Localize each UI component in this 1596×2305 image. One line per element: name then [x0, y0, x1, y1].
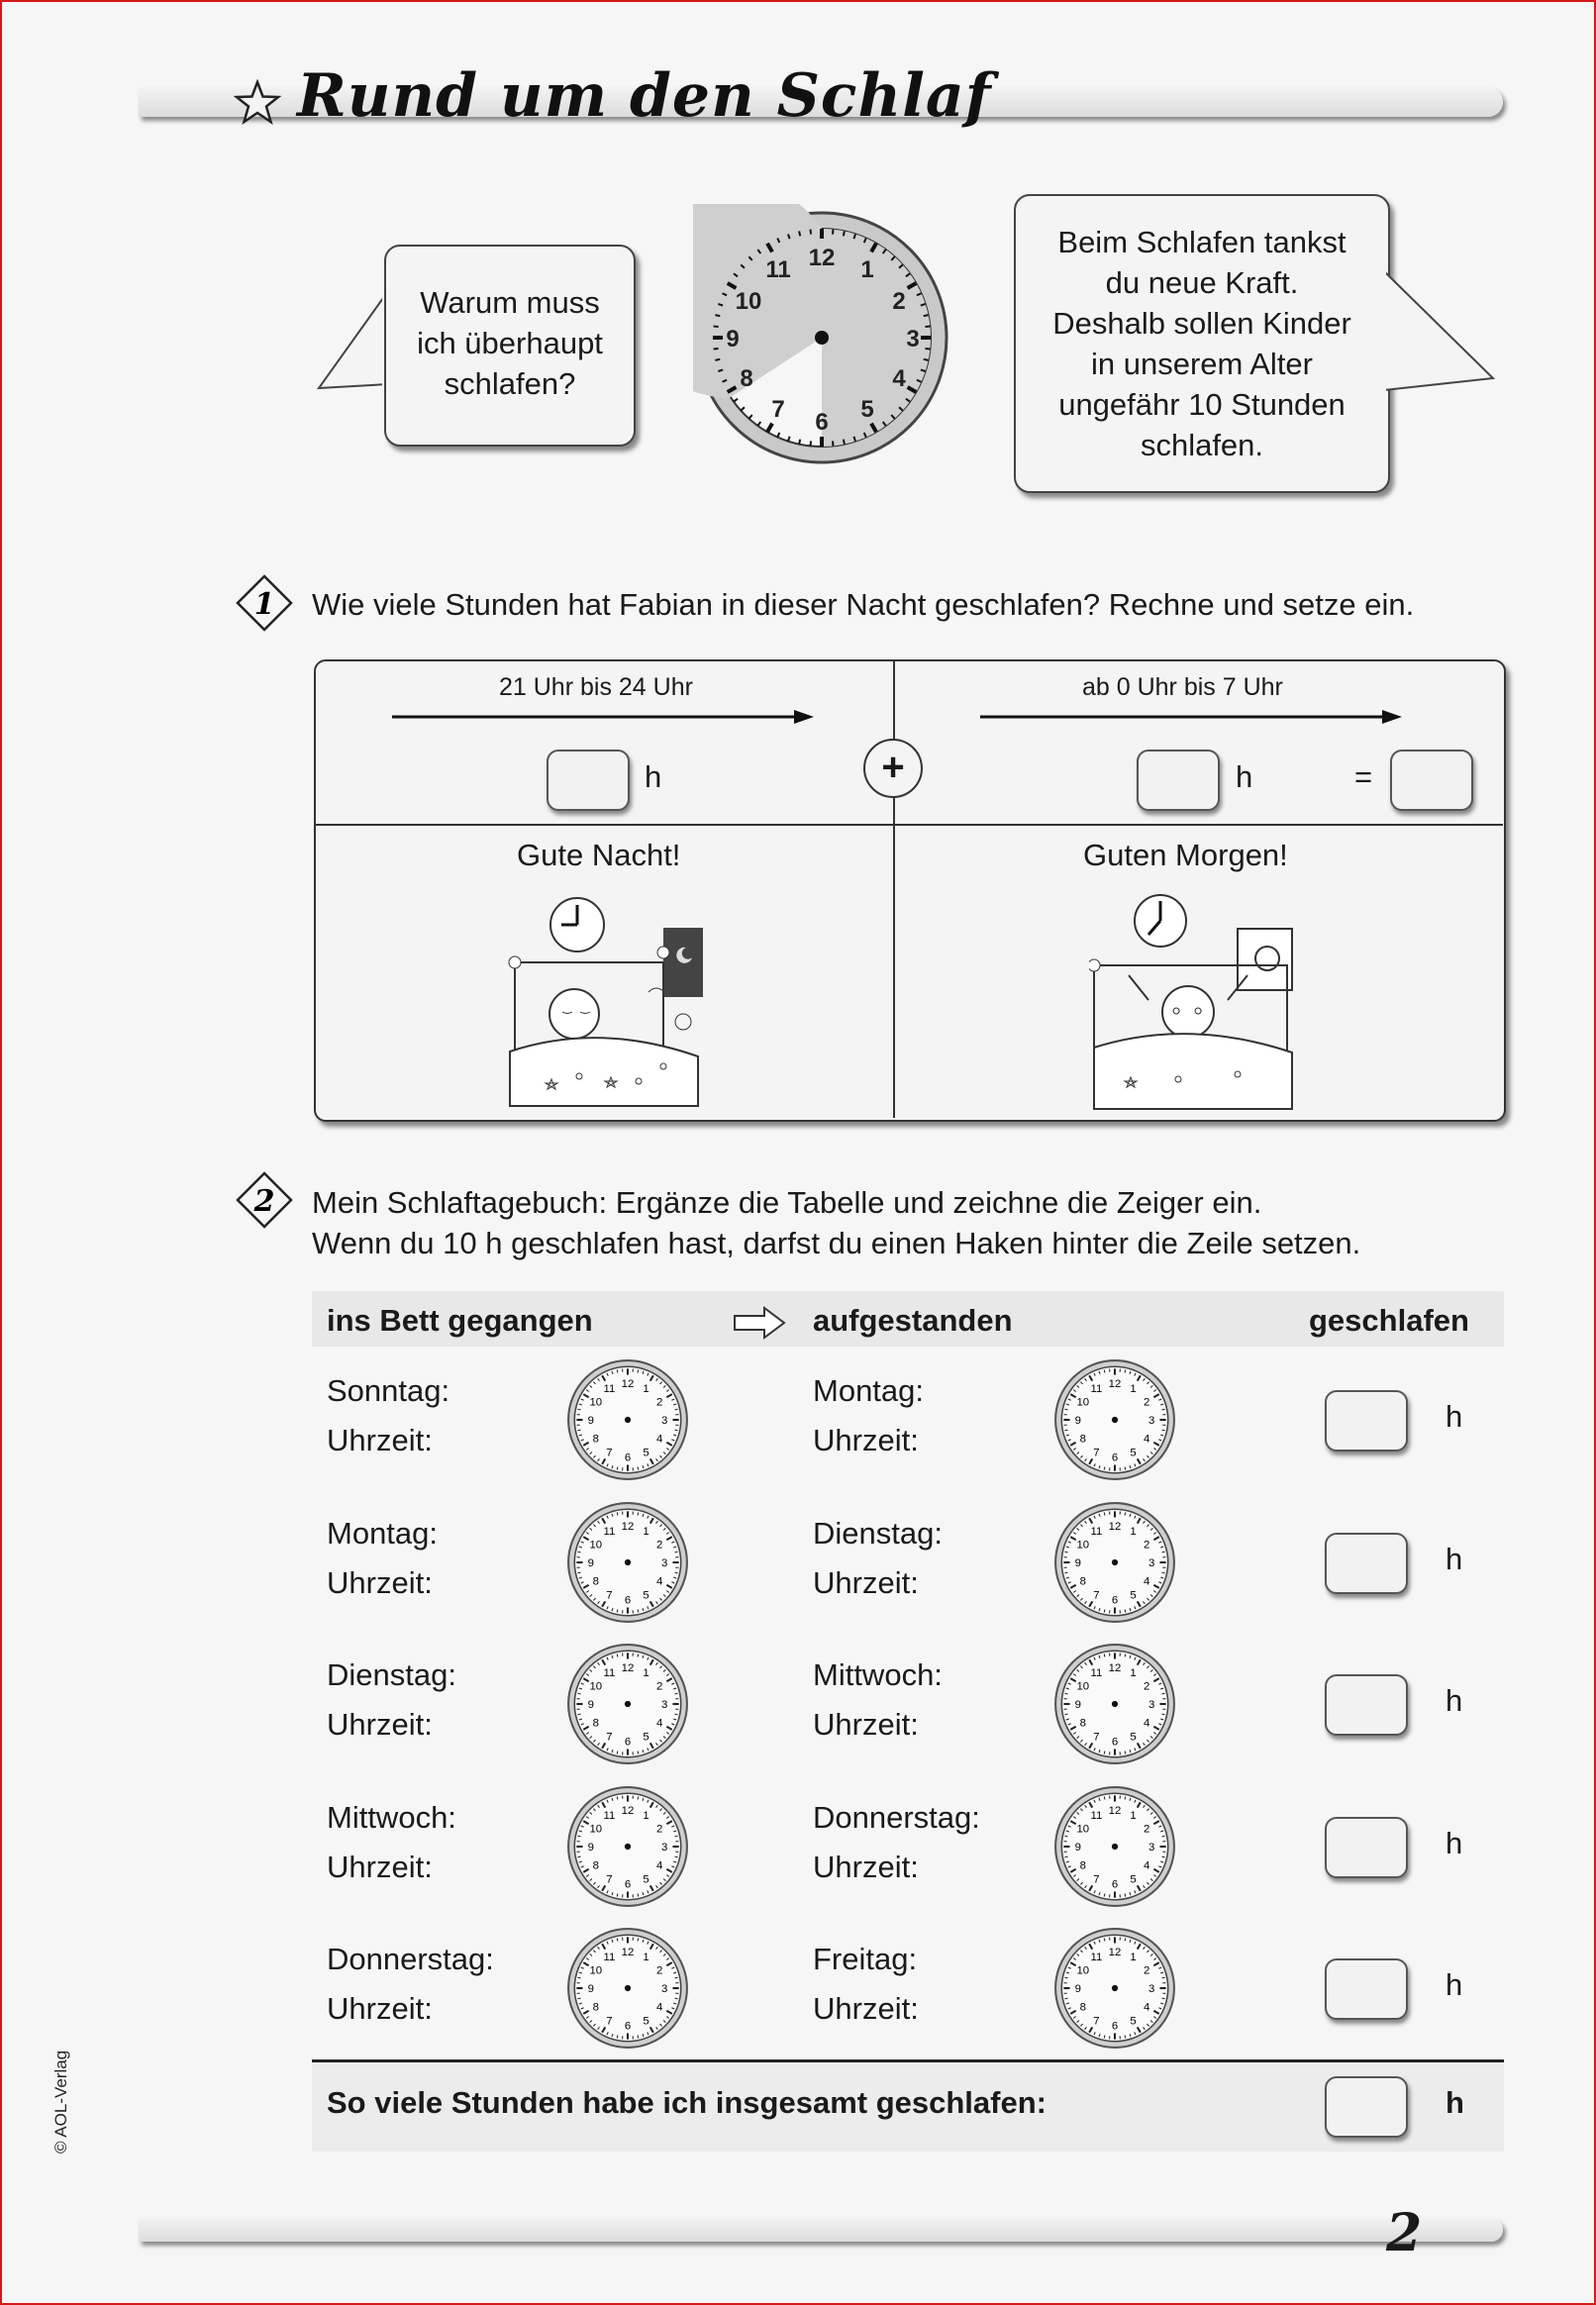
equals-sign: =	[1354, 759, 1373, 794]
svg-text:7: 7	[1093, 1447, 1100, 1459]
bed-time-label: Uhrzeit:	[327, 1423, 433, 1457]
svg-text:5: 5	[1130, 1588, 1137, 1601]
svg-text:6: 6	[624, 1736, 632, 1749]
task-1-divider-horizontal	[315, 824, 1503, 826]
hours-slept-input[interactable]	[1325, 1390, 1408, 1452]
svg-text:4: 4	[1144, 2001, 1150, 2014]
page-title: Rund um den Schlaf	[297, 61, 992, 131]
svg-text:11: 11	[1090, 1666, 1103, 1679]
task-1-badge-icon	[236, 574, 293, 632]
left-range-label: 21 Uhr bis 24 Uhr	[499, 673, 693, 701]
svg-text:1: 1	[643, 1809, 649, 1822]
total-label: So viele Stunden habe ich insgesamt geschlafen:	[327, 2085, 1047, 2120]
svg-text:2: 2	[656, 1823, 663, 1836]
hours-unit: h	[1446, 1825, 1463, 1860]
bed-time-label: Uhrzeit:	[327, 1564, 433, 1600]
svg-text:5: 5	[643, 1731, 649, 1744]
svg-text:7: 7	[1093, 1731, 1100, 1744]
hours-slept-input[interactable]	[1325, 1674, 1408, 1736]
left-arrow-icon	[392, 707, 818, 727]
svg-text:6: 6	[624, 2020, 632, 2033]
svg-text:8: 8	[592, 1859, 599, 1872]
svg-text:2: 2	[656, 1539, 663, 1552]
svg-text:8: 8	[1079, 1859, 1086, 1872]
svg-text:8: 8	[1079, 1575, 1086, 1588]
svg-text:10: 10	[589, 1539, 603, 1552]
svg-text:2: 2	[656, 1680, 663, 1693]
svg-text:8: 8	[740, 365, 753, 392]
task-1-number: 1	[253, 587, 275, 622]
waking-child-illustration	[1089, 891, 1297, 1111]
answer-line-1: Beim Schlafen tankst	[1057, 225, 1347, 259]
svg-text:1: 1	[643, 1666, 649, 1679]
bed-clock[interactable]	[566, 1643, 689, 1765]
up-time-label: Uhrzeit:	[813, 1564, 919, 1600]
svg-text:12: 12	[1108, 1804, 1122, 1817]
svg-text:1: 1	[643, 1382, 649, 1395]
svg-text:12: 12	[621, 1520, 635, 1533]
task-2-instruction-line-2: Wenn du 10 h geschlafen hast, darfst du einen Haken hinter die Zeile setzen.	[312, 1226, 1361, 1260]
star-icon	[234, 79, 281, 125]
total-sleep-input[interactable]	[1325, 2076, 1408, 2138]
total-unit: h	[1446, 2085, 1464, 2120]
svg-text:5: 5	[1130, 1872, 1137, 1885]
up-clock[interactable]	[1053, 1501, 1176, 1624]
svg-text:10: 10	[1076, 1539, 1090, 1552]
header-up: aufgestanden	[813, 1303, 1013, 1338]
svg-text:9: 9	[587, 1841, 594, 1854]
up-clock[interactable]	[1053, 1927, 1176, 2050]
task-1-box	[314, 659, 1506, 1122]
svg-text:10: 10	[1076, 1823, 1090, 1836]
arrow-right-icon	[733, 1306, 786, 1340]
svg-text:9: 9	[1074, 1556, 1081, 1569]
svg-text:9: 9	[1074, 1415, 1081, 1428]
svg-text:9: 9	[587, 1699, 594, 1712]
svg-text:3: 3	[906, 326, 920, 352]
svg-text:3: 3	[1148, 1415, 1155, 1428]
svg-text:3: 3	[1148, 1841, 1155, 1854]
footer-bar	[139, 2218, 1503, 2242]
up-time-label: Uhrzeit:	[813, 1991, 919, 2026]
svg-text:2: 2	[1144, 1680, 1150, 1693]
svg-text:4: 4	[656, 1859, 663, 1872]
svg-text:8: 8	[1079, 1717, 1086, 1730]
svg-text:3: 3	[661, 1983, 668, 1996]
svg-text:1: 1	[1130, 1951, 1137, 1963]
hours-slept-input[interactable]	[1325, 1817, 1408, 1878]
svg-text:2: 2	[1144, 1539, 1150, 1552]
question-line-2: ich überhaupt	[417, 326, 603, 360]
hours-unit: h	[1446, 1541, 1463, 1576]
answer-line-5: ungefähr 10 Stunden	[1058, 387, 1346, 422]
hours-unit: h	[1446, 1967, 1463, 2002]
svg-text:4: 4	[892, 365, 906, 392]
svg-text:4: 4	[656, 1433, 663, 1446]
up-clock[interactable]	[1053, 1643, 1176, 1765]
svg-text:12: 12	[621, 1661, 635, 1674]
svg-text:10: 10	[589, 1396, 603, 1409]
task-1-divider-vertical	[893, 660, 895, 1118]
copyright-text: © AOL-Verlag	[51, 2050, 70, 2154]
up-day-label: Dienstag:	[813, 1515, 943, 1551]
svg-text:12: 12	[621, 1946, 635, 1958]
svg-text:11: 11	[1090, 1382, 1103, 1395]
svg-text:10: 10	[589, 1964, 603, 1977]
answer-line-4: in unserem Alter	[1091, 347, 1313, 381]
svg-text:10: 10	[1076, 1680, 1090, 1693]
svg-text:7: 7	[606, 1872, 613, 1885]
svg-text:12: 12	[1108, 1661, 1122, 1674]
svg-text:3: 3	[1148, 1983, 1155, 1996]
svg-text:8: 8	[592, 2001, 599, 2014]
hours-slept-input[interactable]	[1325, 1533, 1408, 1594]
svg-text:11: 11	[1090, 1951, 1103, 1963]
svg-text:9: 9	[1074, 1841, 1081, 1854]
svg-text:11: 11	[603, 1951, 616, 1963]
svg-text:5: 5	[860, 396, 874, 423]
svg-text:2: 2	[656, 1396, 663, 1409]
svg-text:1: 1	[643, 1951, 649, 1963]
svg-text:5: 5	[643, 1447, 649, 1459]
bed-clock[interactable]	[566, 1358, 689, 1481]
bed-day-label: Dienstag:	[327, 1657, 456, 1692]
svg-text:4: 4	[656, 1575, 663, 1588]
up-day-label: Donnerstag:	[813, 1799, 980, 1835]
hours-unit: h	[1446, 1399, 1463, 1434]
svg-text:5: 5	[1130, 1447, 1137, 1459]
left-unit: h	[645, 759, 662, 794]
svg-text:4: 4	[1144, 1575, 1150, 1588]
svg-text:4: 4	[1144, 1433, 1150, 1446]
svg-text:4: 4	[1144, 1717, 1150, 1730]
svg-text:1: 1	[1130, 1382, 1137, 1395]
up-day-label: Mittwoch:	[813, 1657, 943, 1692]
svg-text:1: 1	[1130, 1525, 1137, 1538]
svg-text:5: 5	[1130, 2015, 1137, 2028]
svg-text:1: 1	[1130, 1666, 1137, 1679]
bed-time-label: Uhrzeit:	[327, 1707, 433, 1742]
svg-text:6: 6	[624, 1877, 632, 1890]
svg-text:7: 7	[606, 1588, 613, 1601]
sleep-clock-illustration	[693, 204, 950, 471]
header-bed: ins Bett gegangen	[327, 1303, 593, 1338]
svg-text:10: 10	[589, 1823, 603, 1836]
svg-text:7: 7	[606, 1447, 613, 1459]
svg-text:8: 8	[1079, 2001, 1086, 2014]
svg-text:11: 11	[1090, 1809, 1103, 1822]
svg-text:7: 7	[1093, 1872, 1100, 1885]
svg-text:6: 6	[1111, 1736, 1119, 1749]
bed-day-label: Sonntag:	[327, 1373, 450, 1408]
right-unit: h	[1236, 759, 1253, 794]
task-2-instruction-line-1: Mein Schlaftagebuch: Ergänze die Tabelle und zeichne die Zeiger ein.	[312, 1185, 1262, 1220]
svg-text:12: 12	[808, 245, 836, 271]
good-night-caption: Gute Nacht!	[517, 838, 681, 872]
answer-line-3: Deshalb sollen Kinder	[1052, 306, 1351, 341]
svg-text:8: 8	[592, 1717, 599, 1730]
good-morning-caption: Guten Morgen!	[1083, 838, 1288, 872]
right-range-label: ab 0 Uhr bis 7 Uhr	[1082, 673, 1283, 701]
question-line-3: schlafen?	[444, 366, 576, 401]
svg-text:9: 9	[587, 1983, 594, 1996]
svg-text:1: 1	[643, 1525, 649, 1538]
bed-day-label: Donnerstag:	[327, 1942, 494, 1976]
svg-text:8: 8	[592, 1575, 599, 1588]
total-hours-input[interactable]	[1390, 750, 1473, 811]
bubble-tail-right	[1382, 267, 1497, 396]
svg-text:5: 5	[643, 2015, 649, 2028]
svg-text:11: 11	[603, 1809, 616, 1822]
page-number: 2	[1386, 2203, 1423, 2263]
svg-text:5: 5	[1130, 1731, 1137, 1744]
sleeping-child-illustration	[500, 893, 708, 1111]
task-1-instruction: Wie viele Stunden hat Fabian in dieser Nacht geschlafen? Rechne und setze ein.	[312, 587, 1415, 622]
up-clock[interactable]	[1053, 1785, 1176, 1908]
svg-text:9: 9	[587, 1556, 594, 1569]
bed-clock[interactable]	[566, 1785, 689, 1908]
svg-text:10: 10	[735, 288, 762, 315]
svg-text:11: 11	[765, 256, 791, 283]
bed-day-label: Montag:	[327, 1515, 439, 1551]
svg-text:9: 9	[1074, 1699, 1081, 1712]
svg-text:12: 12	[621, 1377, 635, 1390]
svg-text:8: 8	[592, 1433, 599, 1446]
svg-text:4: 4	[656, 1717, 663, 1730]
svg-text:7: 7	[1093, 2015, 1100, 2028]
up-clock[interactable]	[1053, 1358, 1176, 1481]
svg-text:12: 12	[1108, 1520, 1122, 1533]
svg-text:2: 2	[1144, 1823, 1150, 1836]
svg-text:1: 1	[860, 256, 874, 283]
svg-text:5: 5	[643, 1872, 649, 1885]
svg-text:11: 11	[603, 1525, 616, 1538]
svg-text:10: 10	[1076, 1964, 1090, 1977]
bed-clock[interactable]	[566, 1927, 689, 2050]
svg-text:6: 6	[1111, 1593, 1119, 1606]
svg-text:9: 9	[726, 326, 740, 352]
up-time-label: Uhrzeit:	[813, 1423, 919, 1457]
svg-text:2: 2	[892, 288, 906, 315]
question-line-1: Warum muss	[420, 285, 600, 320]
svg-text:2: 2	[656, 1964, 663, 1977]
hours-unit: h	[1446, 1683, 1463, 1718]
svg-text:9: 9	[587, 1415, 594, 1428]
up-time-label: Uhrzeit:	[813, 1707, 919, 1742]
svg-text:2: 2	[1144, 1396, 1150, 1409]
answer-line-2: du neue Kraft.	[1105, 265, 1299, 300]
svg-text:3: 3	[661, 1699, 668, 1712]
svg-text:12: 12	[1108, 1377, 1122, 1390]
bed-clock[interactable]	[566, 1501, 689, 1624]
svg-text:4: 4	[1144, 1859, 1150, 1872]
svg-text:11: 11	[1090, 1525, 1103, 1538]
task-2-number: 2	[253, 1184, 275, 1219]
up-day-label: Freitag:	[813, 1942, 918, 1976]
plus-sign: +	[863, 739, 923, 798]
svg-text:1: 1	[1130, 1809, 1137, 1822]
svg-text:12: 12	[1108, 1946, 1122, 1958]
svg-text:6: 6	[624, 1593, 632, 1606]
svg-text:9: 9	[1074, 1983, 1081, 1996]
svg-text:6: 6	[1111, 1877, 1119, 1890]
svg-text:7: 7	[1093, 1588, 1100, 1601]
svg-text:6: 6	[815, 409, 829, 436]
svg-text:3: 3	[661, 1841, 668, 1854]
svg-text:10: 10	[1076, 1396, 1090, 1409]
svg-text:3: 3	[1148, 1699, 1155, 1712]
answer-bubble	[1014, 194, 1390, 493]
bed-day-label: Mittwoch:	[327, 1799, 456, 1835]
right-arrow-icon	[980, 707, 1406, 727]
header-slept: geschlafen	[1309, 1303, 1469, 1338]
svg-text:11: 11	[603, 1666, 616, 1679]
svg-text:8: 8	[1079, 1433, 1086, 1446]
svg-text:12: 12	[621, 1804, 635, 1817]
svg-text:6: 6	[1111, 2020, 1119, 2033]
hours-slept-input[interactable]	[1325, 1958, 1408, 2020]
question-bubble	[384, 245, 636, 447]
svg-text:4: 4	[656, 2001, 663, 2014]
left-hours-input[interactable]	[547, 750, 630, 811]
up-day-label: Montag:	[813, 1373, 925, 1408]
right-hours-input[interactable]	[1137, 750, 1220, 811]
svg-text:3: 3	[1148, 1556, 1155, 1569]
svg-text:6: 6	[1111, 1452, 1119, 1464]
answer-line-6: schlafen.	[1140, 428, 1264, 462]
svg-text:7: 7	[606, 2015, 613, 2028]
svg-text:10: 10	[589, 1680, 603, 1693]
svg-text:7: 7	[771, 396, 785, 423]
bed-time-label: Uhrzeit:	[327, 1991, 433, 2026]
svg-text:7: 7	[606, 1731, 613, 1744]
svg-text:2: 2	[1144, 1964, 1150, 1977]
svg-text:11: 11	[603, 1382, 616, 1395]
svg-text:3: 3	[661, 1415, 668, 1428]
svg-text:5: 5	[643, 1588, 649, 1601]
bubble-tail-left	[315, 285, 390, 394]
svg-text:3: 3	[661, 1556, 668, 1569]
up-time-label: Uhrzeit:	[813, 1849, 919, 1884]
svg-text:6: 6	[624, 1452, 632, 1464]
bed-time-label: Uhrzeit:	[327, 1849, 433, 1884]
task-2-badge-icon	[236, 1171, 293, 1229]
